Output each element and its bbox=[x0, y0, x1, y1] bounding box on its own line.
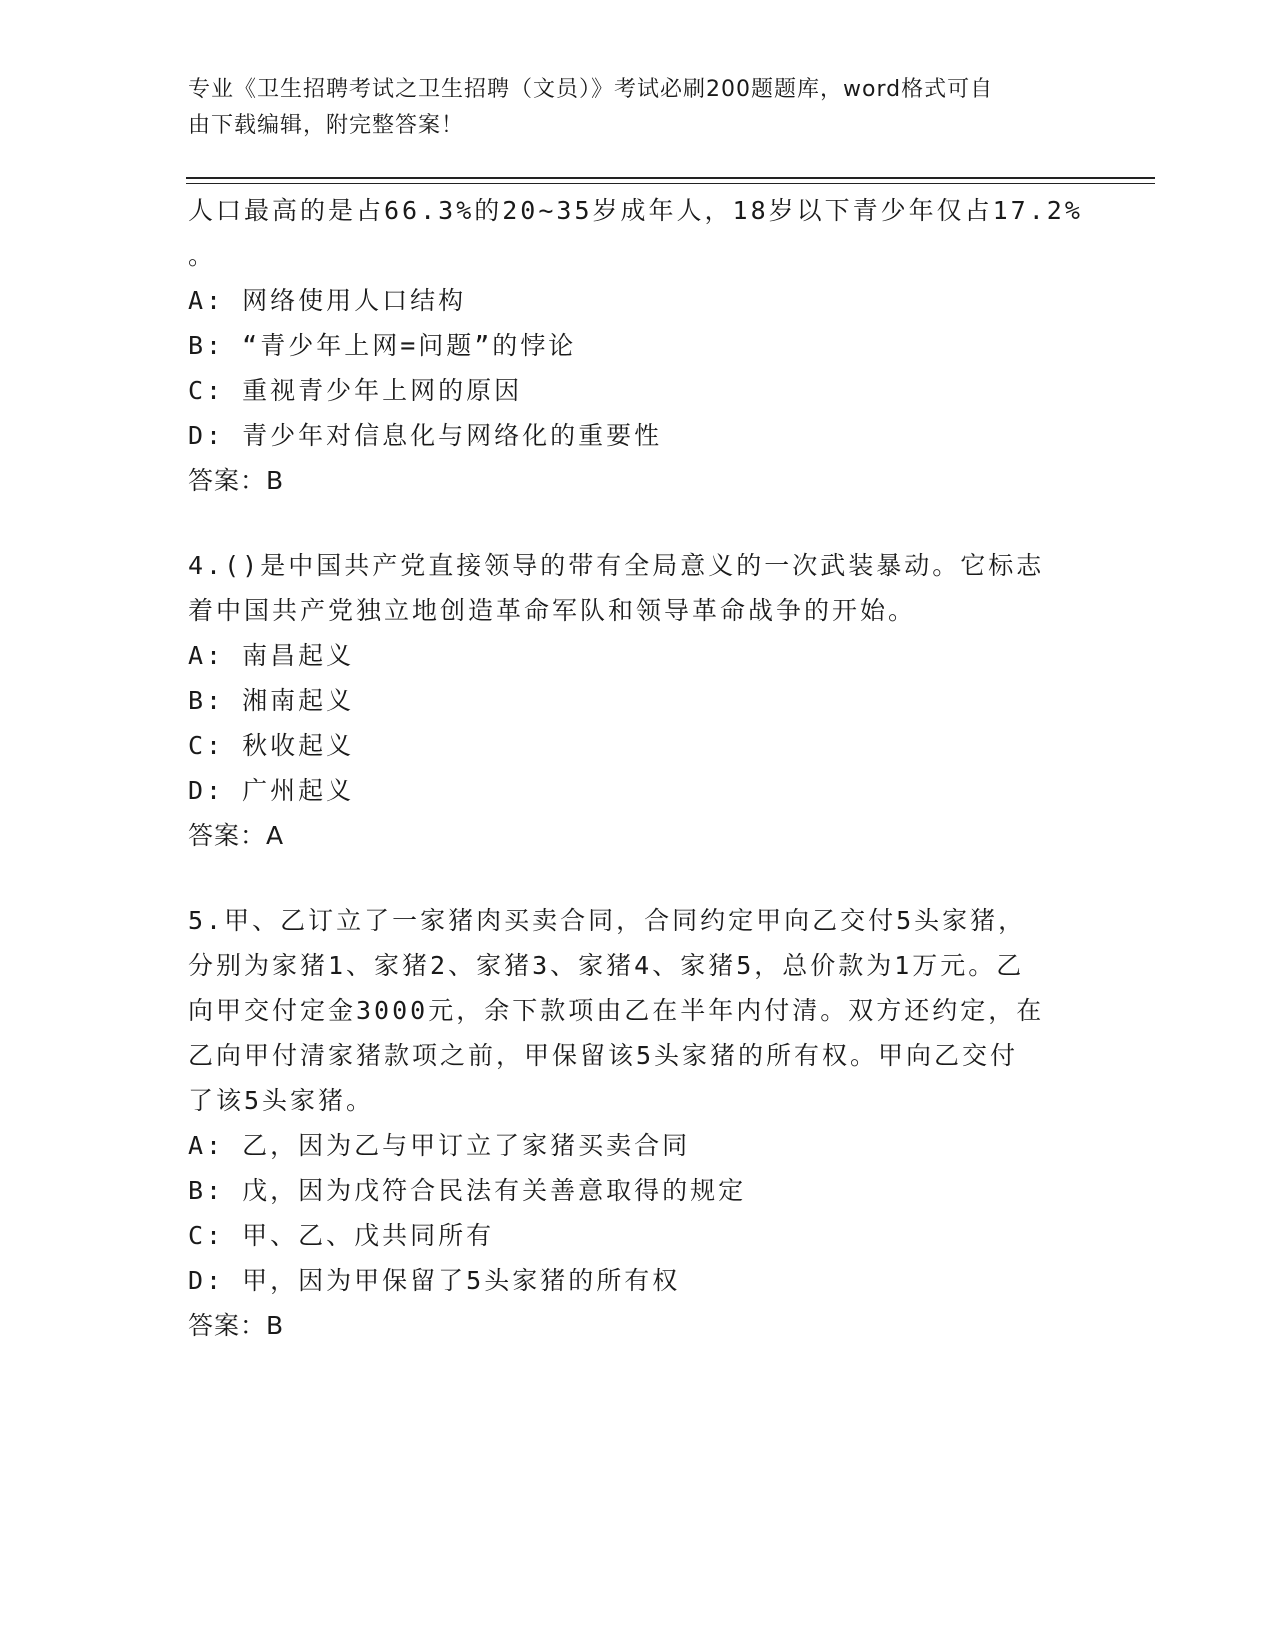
question-3-option-c: C: 重视青少年上网的原因 bbox=[188, 376, 523, 405]
header-line-1: 专业《卫生招聘考试之卫生招聘（文员）》考试必刷200题题库，word格式可自 bbox=[188, 77, 994, 102]
question-5-option-c: C: 甲、乙、戊共同所有 bbox=[188, 1221, 495, 1250]
question-5-option-d: D: 甲，因为甲保留了5头家猪的所有权 bbox=[188, 1266, 681, 1295]
question-4-option-c: C: 秋收起义 bbox=[188, 731, 355, 760]
header-divider-top bbox=[186, 177, 1155, 179]
document-body bbox=[188, 188, 1088, 1348]
question-4-option-a: A: 南昌起义 bbox=[188, 641, 355, 670]
question-3-option-d: D: 青少年对信息化与网络化的重要性 bbox=[188, 421, 663, 450]
header-line-2: 由下载编辑，附完整答案！ bbox=[188, 113, 465, 138]
question-3-stem-line-2: 。 bbox=[188, 241, 217, 270]
question-3-answer: 答案：B bbox=[188, 466, 285, 495]
question-5-stem-line-1: 5.甲、乙订立了一家猪肉买卖合同，合同约定甲向乙交付5头家猪， bbox=[188, 906, 1027, 935]
question-spacer bbox=[188, 503, 1088, 543]
question-3-stem-line-1: 人口最高的是占66.3%的20~35岁成年人，18岁以下青少年仅占17.2% bbox=[188, 196, 1083, 225]
question-4-stem-line-1: 4.()是中国共产党直接领导的带有全局意义的一次武装暴动。它标志 bbox=[188, 551, 1045, 580]
question-5-answer: 答案：B bbox=[188, 1311, 285, 1340]
header-divider-bottom bbox=[186, 183, 1155, 184]
document-header bbox=[188, 72, 1068, 144]
question-4-option-d: D: 广州起义 bbox=[188, 776, 355, 805]
question-4-answer: 答案：A bbox=[188, 821, 285, 850]
question-5-stem-line-3: 向甲交付定金3000元，余下款项由乙在半年内付清。双方还约定，在 bbox=[188, 996, 1045, 1025]
question-4 bbox=[188, 543, 1088, 858]
question-spacer bbox=[188, 858, 1088, 898]
question-3 bbox=[188, 188, 1088, 503]
question-5 bbox=[188, 898, 1088, 1348]
question-5-stem-line-2: 分别为家猪1、家猪2、家猪3、家猪4、家猪5，总价款为1万元。乙 bbox=[188, 951, 1025, 980]
question-3-option-a: A: 网络使用人口结构 bbox=[188, 286, 467, 315]
question-5-stem-line-5: 了该5头家猪。 bbox=[188, 1086, 375, 1115]
question-4-option-b: B: 湘南起义 bbox=[188, 686, 355, 715]
question-5-option-b: B: 戊，因为戊符合民法有关善意取得的规定 bbox=[188, 1176, 747, 1205]
question-5-option-a: A: 乙，因为乙与甲订立了家猪买卖合同 bbox=[188, 1131, 691, 1160]
question-4-stem-line-2: 着中国共产党独立地创造革命军队和领导革命战争的开始。 bbox=[188, 596, 917, 625]
question-3-option-b: B: “青少年上网=问题”的悖论 bbox=[188, 331, 577, 360]
question-5-stem-line-4: 乙向甲付清家猪款项之前，甲保留该5头家猪的所有权。甲向乙交付 bbox=[188, 1041, 1019, 1070]
